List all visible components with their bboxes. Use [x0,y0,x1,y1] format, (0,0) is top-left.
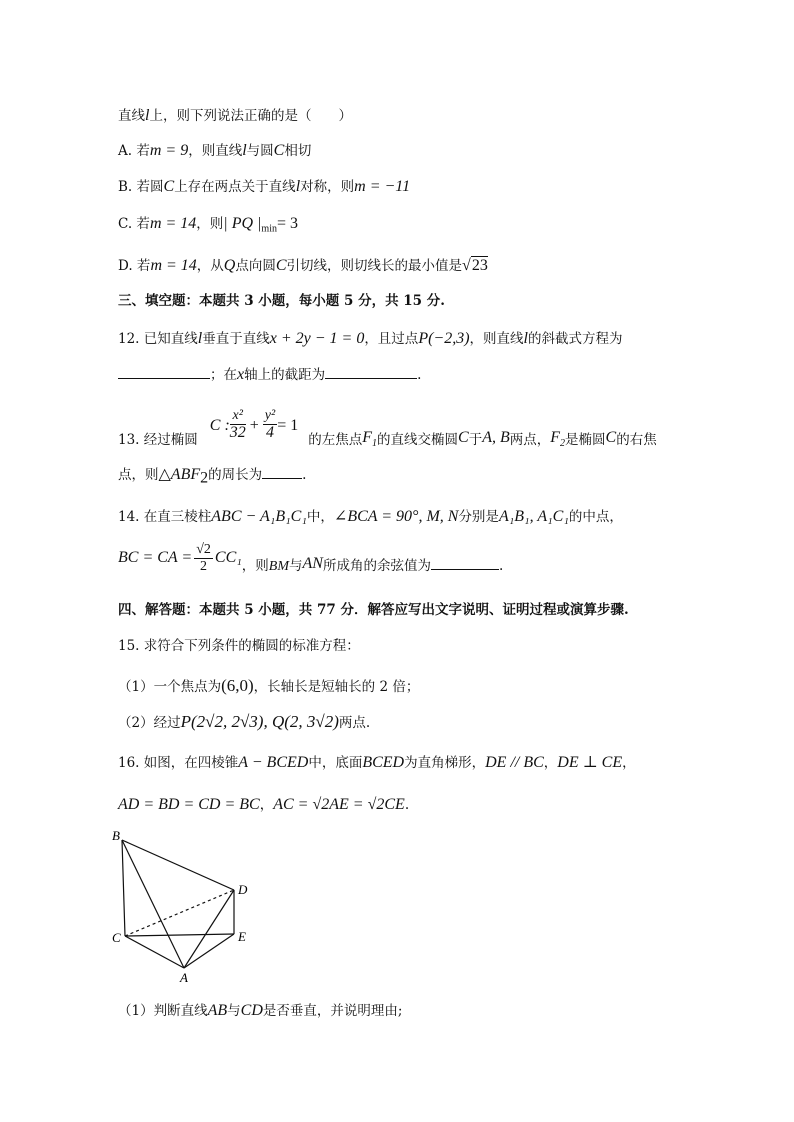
math: CC₁ [214,549,242,566]
edge-cd-hidden [125,890,234,936]
math: C [273,142,285,159]
text: 与圆 [246,143,274,159]
math: = 1 [277,417,299,434]
text: ，则 [196,216,224,232]
edge-ca [125,936,184,968]
math: l [242,142,247,159]
text: 引切线，则切线长的最小值是 [286,258,463,274]
text: 于 [468,432,483,448]
text: 中， [306,509,334,525]
text: ，则直线 [188,143,243,159]
math: 23 [471,257,488,274]
text: ， [259,797,274,813]
sqrt-symbol: √ [462,257,471,274]
text: D. 若 [118,258,151,274]
text: 垂直于直线 [202,331,270,347]
text: （1）一个焦点为 [118,679,222,695]
text: 轴上的截距为 [244,367,326,383]
denominator: 4 [266,424,274,441]
answer-blank[interactable] [262,466,302,479]
text: 14. 在直三棱柱 [118,509,212,525]
text: 的左焦点 [308,432,363,448]
label-d: D [238,882,248,897]
question-15-part2 [118,713,370,731]
math: F [362,429,373,446]
math: x [237,366,245,383]
math: DE ⊥ CE [557,754,623,771]
math-sub: min [261,223,277,235]
edge-ce [125,934,234,936]
text: 与 [227,1003,241,1019]
math-f2: $F_2$ [550,429,566,450]
denominator: 32 [229,424,246,441]
math: | PQ | [223,215,262,232]
pyramid-figure [108,828,258,988]
text: 两点. [338,715,371,731]
text: （1）判断直线 [118,1003,208,1019]
text: 对称，则 [300,179,355,195]
math: P(−2,3) [418,330,470,347]
math: (6,0) [221,676,254,695]
edge-da [184,890,234,968]
label-e: E [238,929,246,944]
option-c [118,216,298,235]
math: l [523,330,528,347]
math: F [550,429,561,446]
math-f1: $F_1$ [362,429,378,450]
section-3-heading: 三、填空题：本题共 3 小题，每小题 5 分，共 15 分. [118,293,445,309]
math-l: l [145,107,150,124]
question-13-line2: 点，则$\triangle ABF_2$的周长为 . [118,466,307,487]
edge-bd [122,840,234,890]
math: ∠BCA = 90°, M, N [333,508,459,525]
text: 相切 [284,143,312,159]
math: l [197,330,203,347]
text: 与 [289,558,303,574]
answer-blank[interactable] [431,557,499,570]
question-15: 15. 求符合下列条件的椭圆的标准方程： [118,638,360,654]
math: m = −11 [354,178,411,195]
text: 两点， [509,432,551,448]
text: ，长轴长是短轴长的 2 倍； [253,679,420,695]
text: 的直线交椭圆 [377,432,459,448]
numerator: y² [264,408,276,423]
math: C [275,257,287,274]
question-14 [118,509,623,525]
question-continuation [118,108,352,124]
text: 的周长为 [208,467,263,483]
answer-blank[interactable] [325,366,417,379]
question-16-line2 [118,797,409,813]
option-b [118,179,410,195]
question-12 [118,331,623,347]
math: m = 14 [150,257,197,274]
math: CD [240,1002,263,1019]
label-c: C [112,930,121,945]
text: A. 若 [118,143,150,159]
math: Q [223,257,236,274]
math: A − BCED [238,754,309,771]
math: AD = BD = CD = BC [118,796,260,813]
answer-blank[interactable] [118,366,210,379]
text: 直线 [118,108,145,124]
fraction [194,542,213,575]
question-12-line2 [118,366,421,383]
text: 是否垂直，并说明理由; [262,1003,403,1019]
math: AC = √2AE = √2CE [273,796,405,813]
math: DE // BC [485,754,544,771]
label-a: A [180,970,188,985]
text: （2）经过 [118,715,181,731]
question-14-line2 [118,542,503,575]
text: ，则直线 [469,331,524,347]
math: m = 14 [149,215,197,232]
option-d [118,258,488,274]
text: B. 若圆 [118,179,164,195]
text: 的斜截式方程为 [528,331,623,347]
math: BC = CA = [118,549,193,566]
text: 所成角的余弦值为 [322,558,431,574]
text: 分别是 [458,509,499,525]
text: 13. 经过椭圆 [118,432,198,448]
math: △ABF [158,466,201,483]
math: C [605,429,617,446]
numerator: x² [230,408,246,425]
math: BM [268,559,290,574]
denominator: 2 [200,559,208,574]
text: ， [622,755,636,771]
math: ABC − A₁B₁C₁ [211,508,307,525]
edge-bc [122,840,125,936]
math: BCED [362,754,405,771]
math: A, B [482,429,510,446]
text: 为直角梯形， [404,755,486,771]
question-13: 13. 经过椭圆C : $\frac{\text{x²}}{32}$ + $\frac{\text{y²}}{4}$ = 1的左焦点$F_1$的直线交椭圆C于A, B两点，$F_2$是椭圆C的右焦 [118,408,657,450]
math: C : [209,417,230,434]
math: = 3 [276,215,299,232]
math: l [295,178,301,195]
question-15-part1 [118,677,419,695]
text: ，则 [241,558,269,574]
text: 上，则下列说法正确的是（ ） [149,108,352,124]
question-16 [118,755,636,771]
text: ，从 [196,258,224,274]
text: . [417,367,422,383]
fraction [230,408,246,441]
math: C [163,178,175,195]
text: 12. 已知直线 [118,331,198,347]
edge-ba [122,840,184,968]
math: P(2√2, 2√3), Q(2, 3√2) [180,712,339,731]
question-16-part1 [118,1003,402,1019]
label-b: B [112,828,120,843]
math: AB [207,1002,228,1019]
text: . [404,797,410,813]
edge-ea [184,934,234,968]
text: 16. 如图，在四棱锥 [118,755,239,771]
section-4-heading: 四、解答题：本题共 5 小题，共 77 分．解答应写出文字说明、证明过程或演算步骤. [118,602,629,618]
option-a [118,143,311,159]
text: 中，底面 [308,755,363,771]
text: 的右焦 [616,432,657,448]
text: C. 若 [118,216,150,232]
math: C [458,429,469,446]
text: 上存在两点关于直线 [174,179,296,195]
text: 是椭圆 [565,432,606,448]
text: ；在 [210,367,237,383]
numerator: √2 [196,542,211,557]
text: 点向圆 [235,258,276,274]
math: x + 2y − 1 = 0 [269,330,365,347]
text: . [302,467,307,483]
fraction [263,408,277,441]
text: 的中点， [568,509,623,525]
math: AN [302,555,323,572]
text: ，且过点 [364,331,419,347]
math: A₁B₁, A₁C₁ [498,508,569,525]
text: 点，则 [118,467,159,483]
text: ， [543,755,558,771]
text: . [498,558,504,574]
math: m = 9 [149,142,189,159]
